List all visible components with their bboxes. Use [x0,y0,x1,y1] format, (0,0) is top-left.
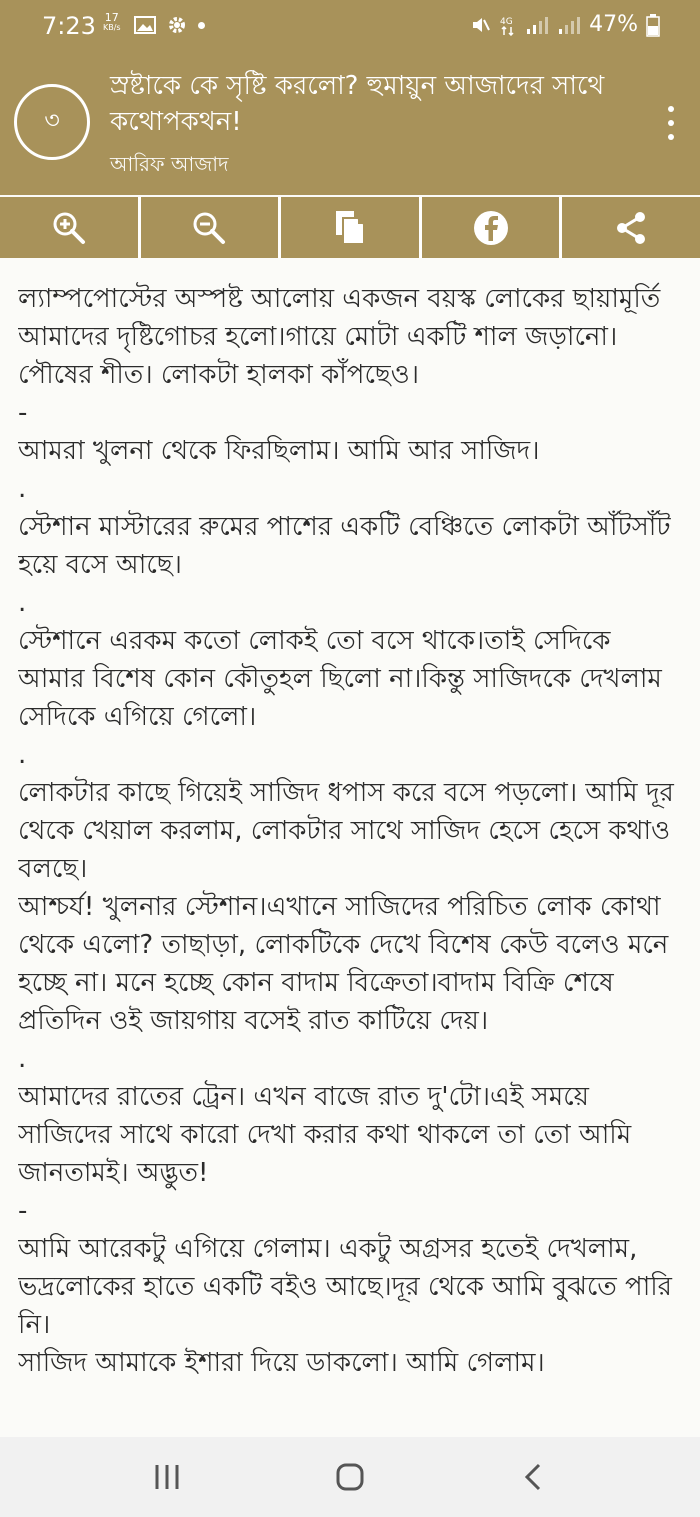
signal-icon [557,15,581,35]
status-time: 7:23 [42,12,96,40]
share-icon [613,210,649,246]
copy-icon [332,209,368,247]
copy-button[interactable] [281,197,419,258]
page-title: স্রষ্টাকে কে সৃষ্টি করলো? হুমায়ুন আজাদের সাথে কথোপকথন! [110,71,605,137]
paragraph: ল্যাম্পপোস্টের অস্পষ্ট আলোয় একজন বয়স্ক লোকের ছায়ামূর্তি আমাদের দৃষ্টিগোচর হলো।গায়ে মোটা একটি শাল জড়ানো। পৌষের শীত। লোকটা হালকা কাঁপছেও। [18,284,669,390]
chapter-number-badge: ৩ [14,84,90,160]
signal-icon [525,15,549,35]
more-options-button[interactable] [664,106,678,140]
zoom-out-button[interactable] [141,197,279,258]
system-navbar [0,1437,700,1517]
network-speed-value: 17 [104,11,119,24]
paragraph: স্টেশানে এরকম কতো লোকই তো বসে থাকে।তাই সেদিকে আমার বিশেষ কোন কৌতুহল ছিলো না।কিন্তু সাজিদকে দেখলাম সেদিকে এগিয়ে গেলো। [18,626,671,732]
zoom-in-button[interactable] [0,197,138,258]
paragraph: . [18,1044,27,1074]
network-speed-unit: KB/s [103,23,121,32]
author-name: আরিফ আজাদ [110,152,229,176]
settings-icon [166,14,188,36]
paragraph: . [18,474,27,504]
more-options-icon [668,106,674,112]
facebook-share-button[interactable] [422,197,560,258]
paragraph: - [18,1196,28,1226]
network-speed [103,13,121,33]
paragraph: আমরা খুলনা থেকে ফিরছিলাম। আমি আর সাজিদ। [18,436,540,466]
status-left-icons [134,14,205,36]
4g-icon [499,14,517,36]
svg-text:4G: 4G [500,16,513,27]
share-button[interactable] [562,197,700,258]
battery-icon [646,13,660,37]
battery-percent: 47% [589,12,638,37]
facebook-icon [473,210,509,246]
status-right-icons [471,12,660,37]
zoom-out-icon [191,210,227,246]
home-icon [335,1462,365,1492]
app-header [0,0,700,195]
paragraph: আমাদের রাতের ট্রেন। এখন বাজে রাত দু'টো।এই সময়ে সাজিদের সাথে কারো দেখা করার কথা থাকলে তা তো আমি জানতামই। অদ্ভুত! [18,1082,640,1188]
paragraph: - [18,398,28,428]
paragraph: . [18,740,27,770]
image-icon [134,15,156,35]
home-button[interactable] [320,1455,380,1499]
paragraph: আমি আরেকটু এগিয়ে গেলাম। একটু অগ্রসর হতেই দেখলাম, ভদ্রলোকের হাতে একটি বইও আছে।দূর থেকে আমি বুঝতে পারি নি। [18,1234,681,1340]
paragraph: স্টেশান মাস্টারের রুমের পাশের একটি বেঞ্চিতে লোকটা আঁটসাঁট হয়ে বসে আছে। [18,512,679,580]
status-bar [0,0,700,56]
paragraph: . [18,588,27,618]
chapter-content[interactable] [18,280,682,1435]
reader-toolbar [0,197,700,258]
back-icon [522,1462,544,1492]
recent-apps-button[interactable] [137,1455,197,1499]
mute-icon [471,15,491,35]
dot-icon [198,22,205,29]
recent-apps-icon [152,1463,182,1491]
paragraph: সাজিদ আমাকে ইশারা দিয়ে ডাকলো। আমি গেলাম। [18,1348,545,1378]
back-button[interactable] [503,1455,563,1499]
paragraph: লোকটার কাছে গিয়েই সাজিদ ধপাস করে বসে পড়লো। আমি দূর থেকে খেয়াল করলাম, লোকটার সাথে সাজিদ হেসে হেসে কথাও বলছে। [18,778,682,884]
paragraph: আশ্চর্য! খুলনার স্টেশান।এখানে সাজিদের পরিচিত লোক কোথা থেকে এলো? তাছাড়া, লোকটিকে দেখে বিশেষ কেউ বলেও মনে হচ্ছে না। মনে হচ্ছে কোন বাদাম বিক্রেতা।বাদাম বিক্রি শেষে প্রতিদিন ওই জায়গায় বসেই রাত কাটিয়ে দেয়। [18,892,677,1036]
zoom-in-icon [51,210,87,246]
